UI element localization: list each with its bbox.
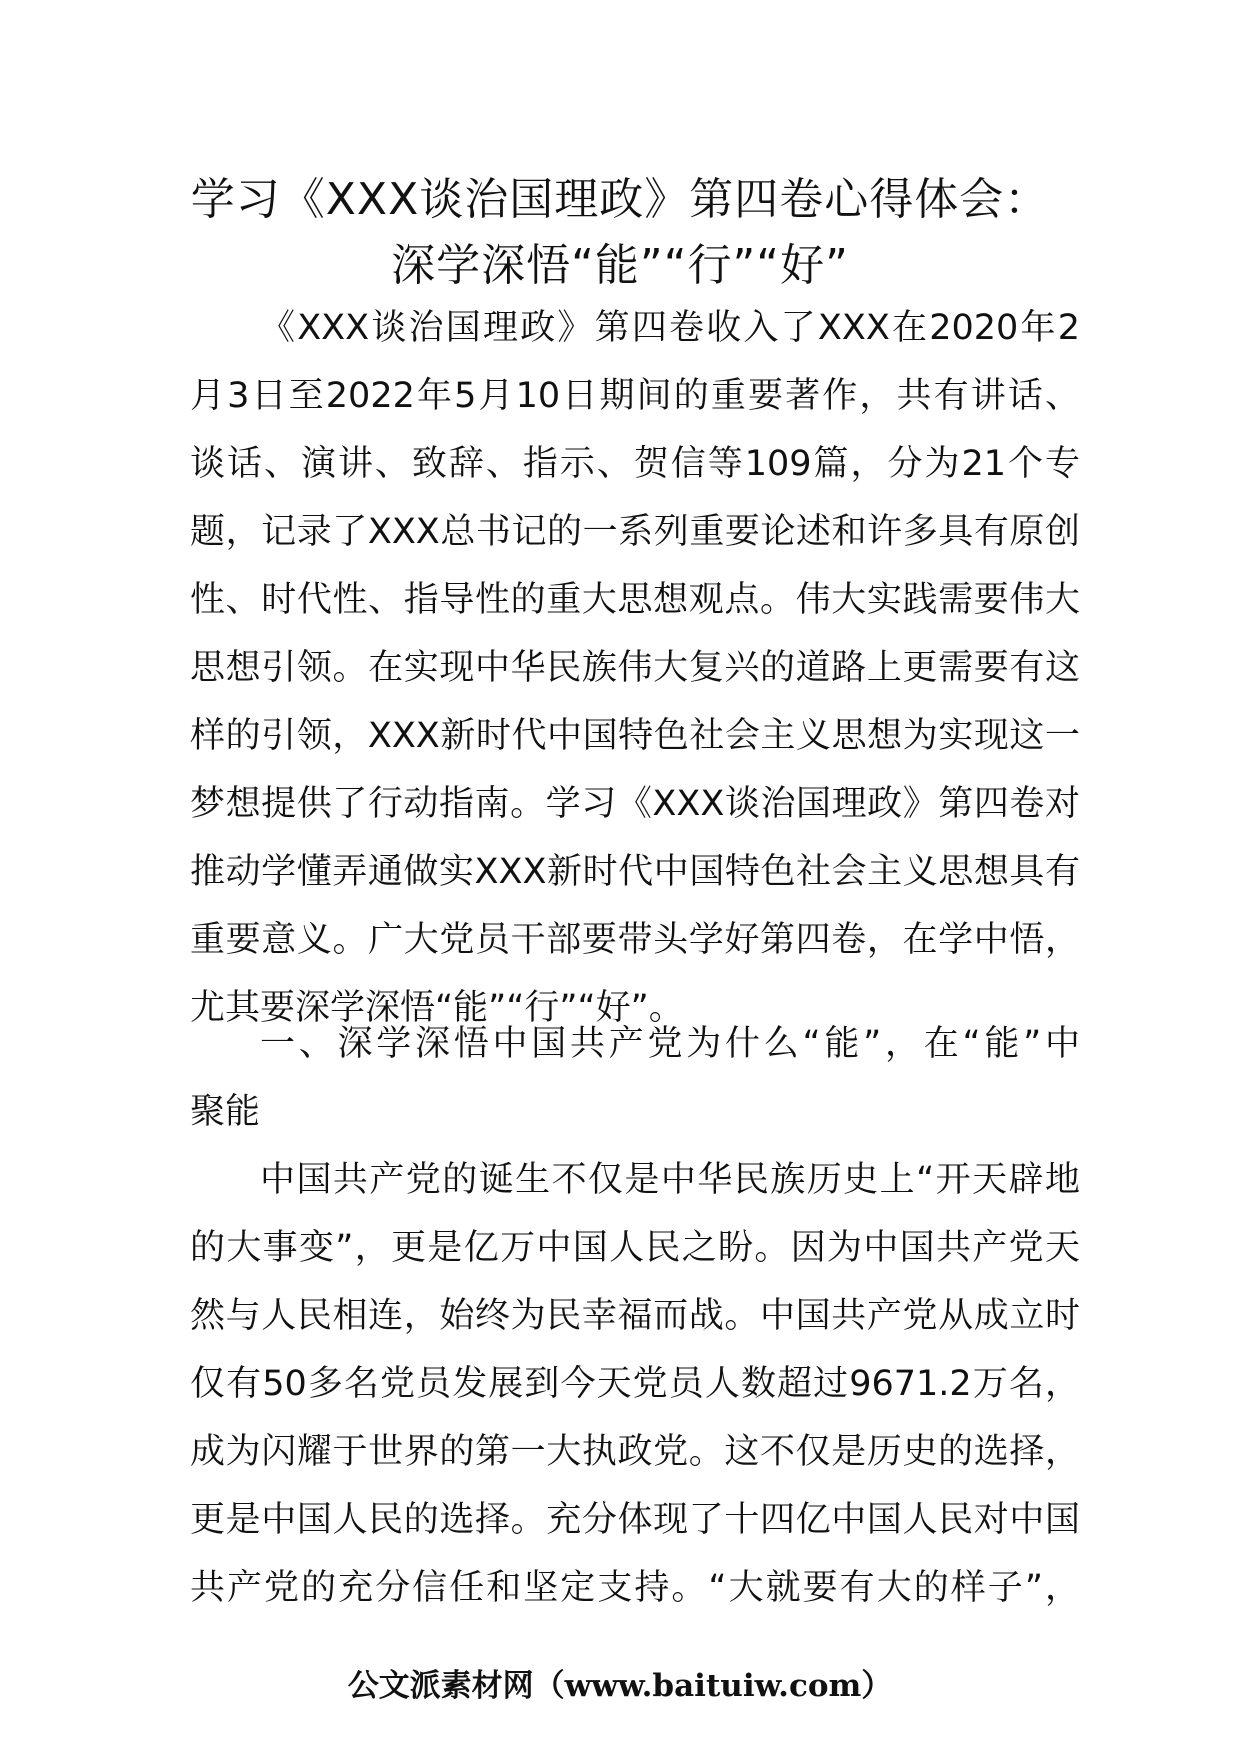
paragraph-line: 思想引领。在实现中华民族伟大复兴的道路上更需要有这 — [190, 648, 1080, 688]
section-1-paragraph — [190, 1146, 1080, 1622]
paragraph-line: 梦想提供了行动指南。学习《XXX谈治国理政》第四卷对 — [190, 784, 1080, 824]
heading-line: 聚能 — [190, 1092, 261, 1132]
paragraph-line: 仅有50多名党员发展到今天党员人数超过9671.2万名， — [190, 1364, 1080, 1404]
paragraph-line: 推动学懂弄通做实XXX新时代中国特色社会主义思想具有 — [190, 852, 1080, 892]
paragraph-line: 《XXX谈治国理政》第四卷收入了XXX在2020年2 — [260, 308, 1080, 348]
paragraph-line: 尤其要深学深悟“能”“行”“好”。 — [190, 988, 684, 1028]
paragraph-line: 成为闪耀于世界的第一大执政党。这不仅是历史的选择， — [190, 1432, 1080, 1472]
document-title-line-1: 学习《XXX谈治国理政》第四卷心得体会： — [190, 174, 1050, 225]
heading-line: 一、深学深悟中国共产党为什么“能”，在“能”中 — [260, 1024, 1080, 1064]
paragraph-line: 中国共产党的诞生不仅是中华民族历史上“开天辟地 — [260, 1160, 1080, 1200]
paragraph-line: 然与人民相连，始终为民幸福而战。中国共产党从成立时 — [190, 1296, 1080, 1336]
paragraph-line: 重要意义。广大党员干部要带头学好第四卷，在学中悟， — [190, 920, 1080, 960]
footer-watermark: 公文派素材网（www.baituiw.com） — [347, 1668, 893, 1704]
paragraph-line: 月3日至2022年5月10日期间的重要著作，共有讲话、 — [190, 376, 1080, 416]
paragraph-line: 题，记录了XXX总书记的一系列重要论述和许多具有原创 — [190, 512, 1080, 552]
paragraph-line: 的大事变”，更是亿万中国人民之盼。因为中国共产党天 — [190, 1228, 1080, 1268]
paragraph-line: 性、时代性、指导性的重大思想观点。伟大实践需要伟大 — [190, 580, 1080, 620]
document-title-line-2: 深学深悟“能”“行”“好” — [391, 240, 849, 291]
paragraph-line: 更是中国人民的选择。充分体现了十四亿中国人民对中国 — [190, 1500, 1080, 1540]
intro-paragraph — [190, 294, 1080, 1042]
paragraph-line: 共产党的充分信任和坚定支持。“大就要有大的样子”， — [190, 1568, 1080, 1608]
paragraph-line: 谈话、演讲、致辞、指示、贺信等109篇，分为21个专 — [190, 444, 1080, 484]
paragraph-line: 样的引领，XXX新时代中国特色社会主义思想为实现这一 — [190, 716, 1080, 756]
section-heading-1 — [190, 1010, 1080, 1146]
